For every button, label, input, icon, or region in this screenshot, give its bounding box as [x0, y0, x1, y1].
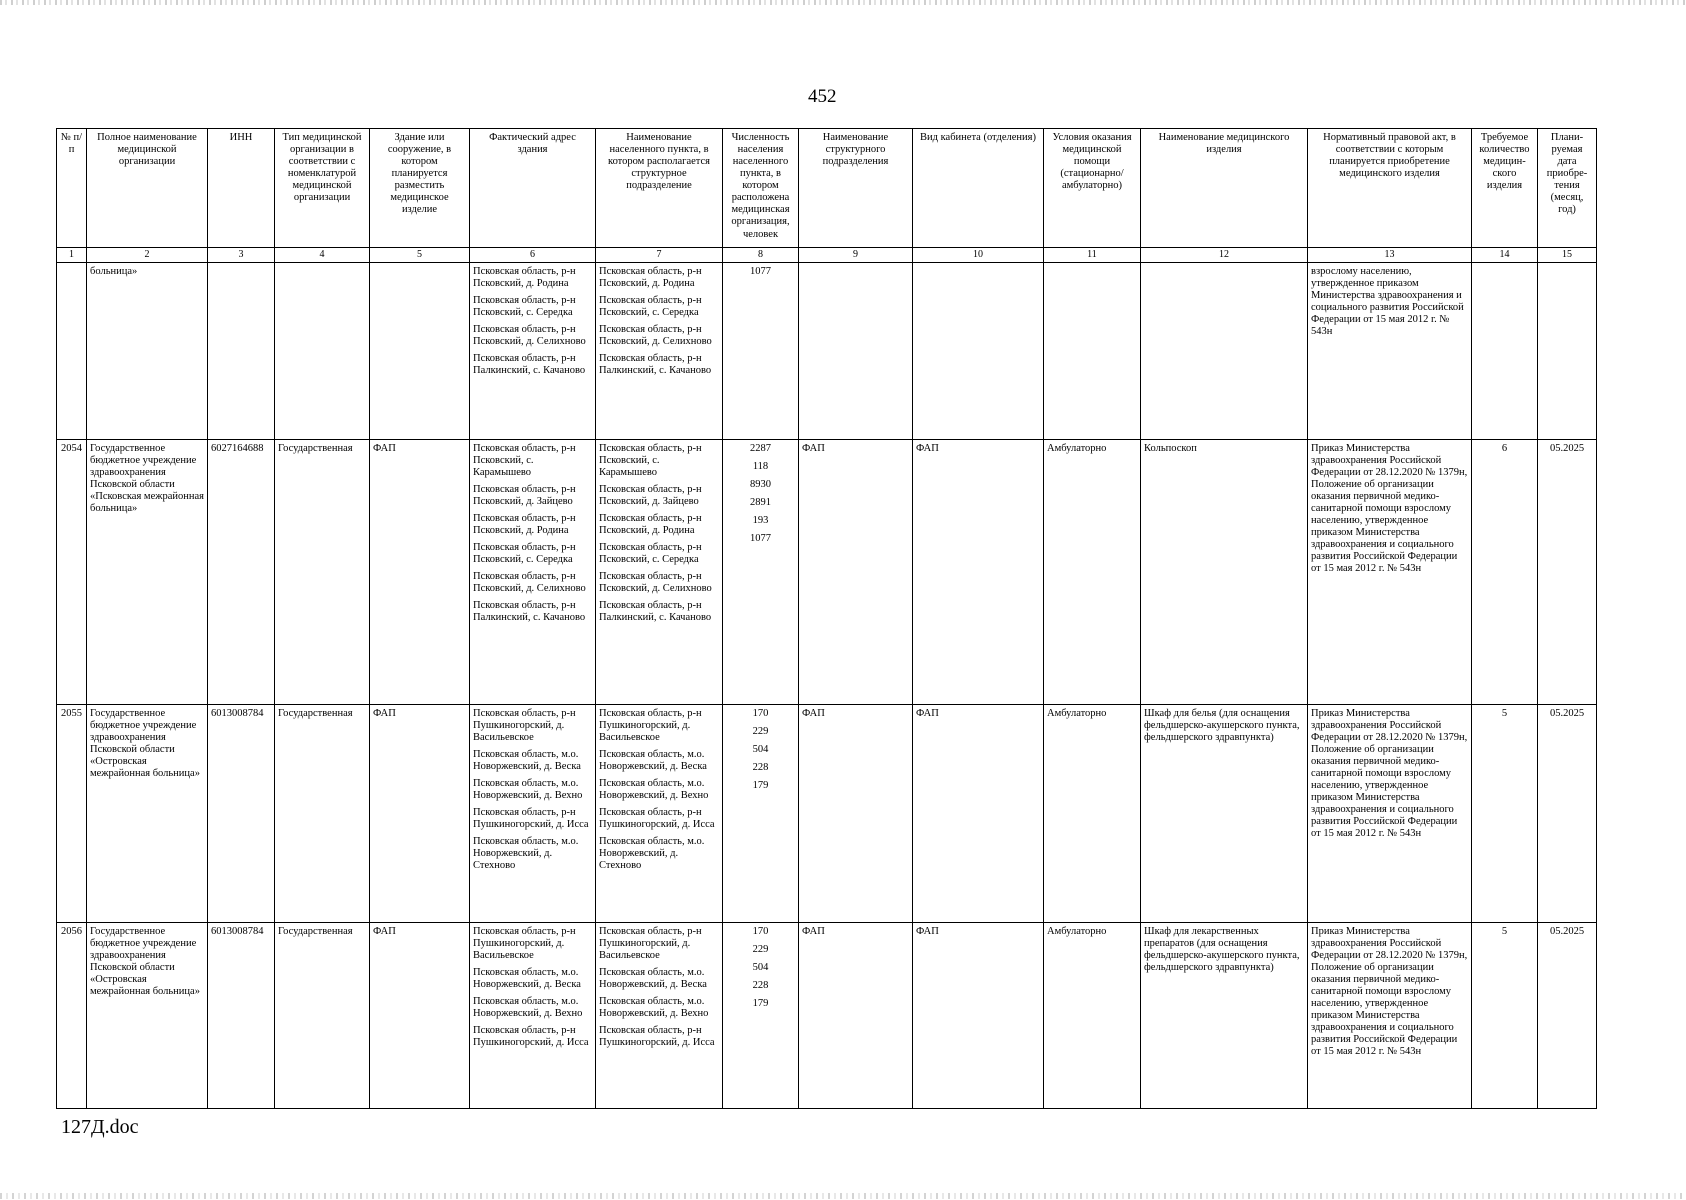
population-cell: [723, 704, 799, 922]
location-entry: Псковская область, р-н Пушкиногорский, д. Васильевское: [473, 707, 576, 743]
table-row: [57, 922, 1597, 1108]
column-number: 14: [1472, 248, 1538, 263]
location-entry: Псковская область, м.о. Новоржевский, д. Веска: [473, 966, 581, 990]
header-cell: Плани-руемая дата приобре-тения (месяц, год): [1538, 129, 1597, 248]
population-value: 193: [752, 514, 769, 526]
column-number: 1: [57, 248, 87, 263]
quantity-cell: 5: [1472, 704, 1538, 922]
population-value: 179: [752, 997, 769, 1009]
settlement-cell: [596, 922, 723, 1108]
structural-unit-cell: ФАП: [799, 922, 913, 1108]
organization-type-cell: Государственная: [275, 922, 370, 1108]
location-entry: Псковская область, р-н Псковский, д. Родина: [473, 512, 576, 536]
structural-unit-cell: [799, 262, 913, 439]
column-number: 7: [596, 248, 723, 263]
population-cell: [723, 262, 799, 439]
location-entry: Псковская область, р-н Псковский, д. Родина: [599, 265, 702, 289]
location-entry: Псковская область, р-н Псковский, д. Селихново: [473, 323, 586, 347]
location-entry: Псковская область, р-н Псковский, д. Родина: [473, 265, 576, 289]
population-value: 228: [752, 979, 769, 991]
location-entry: Псковская область, р-н Пушкиногорский, д. Васильевское: [599, 925, 702, 961]
care-conditions-cell: Амбулаторно: [1044, 704, 1141, 922]
population-cell: [723, 439, 799, 704]
location-entry: Псковская область, р-н Пушкиногорский, д. Исса: [473, 806, 589, 830]
location-entry: Псковская область, р-н Псковский, с. Карамышево: [599, 442, 702, 478]
column-number: 8: [723, 248, 799, 263]
population-value: 8930: [750, 478, 771, 490]
header-cell: ИНН: [208, 129, 275, 248]
population-value: 2891: [750, 496, 771, 508]
header-cell: Наименование медицинского изделия: [1141, 129, 1308, 248]
location-entry: Псковская область, р-н Пушкиногорский, д. Исса: [599, 806, 715, 830]
settlement-cell: [596, 262, 723, 439]
column-number: 2: [87, 248, 208, 263]
population-value: 504: [752, 743, 769, 755]
table-row: [57, 704, 1597, 922]
header-cell: Фактический адрес здания: [470, 129, 596, 248]
location-entry: Псковская область, р-н Пушкиногорский, д. Исса: [473, 1024, 589, 1048]
location-entry: Псковская область, р-н Палкинский, с. Качаново: [473, 352, 586, 376]
population-value: 504: [752, 961, 769, 973]
column-number: 5: [370, 248, 470, 263]
medical-device-cell: Шкаф для лекарственных препаратов (для оснащения фельдшерско-акушерского пункта, фельдшерского здравпункта): [1141, 922, 1308, 1108]
header-cell: Тип медицинской организации в соответствии с номенклатурой медицинской организации: [275, 129, 370, 248]
population-value: 229: [752, 943, 769, 955]
location-entry: Псковская область, р-н Пушкиногорский, д. Исса: [599, 1024, 715, 1048]
population-value: 118: [752, 460, 769, 472]
row-number-cell: 2054: [57, 439, 87, 704]
location-entry: Псковская область, м.о. Новоржевский, д. Вехно: [599, 995, 709, 1019]
care-conditions-cell: Амбулаторно: [1044, 922, 1141, 1108]
structural-unit-cell: ФАП: [799, 704, 913, 922]
location-entry: Псковская область, р-н Псковский, д. Селихново: [599, 323, 712, 347]
address-cell: [470, 439, 596, 704]
location-entry: Псковская область, р-н Псковский, д. Селихново: [473, 571, 586, 595]
header-cell: Нормативный правовой акт, в соответствии с которым планируется приобретение медицинского изделия: [1308, 129, 1472, 248]
organization-name-cell: Государственное бюджетное учреждение здравоохранения Псковской области «Островская межрайонная больница»: [87, 922, 208, 1108]
purchase-date-cell: [1538, 262, 1597, 439]
medical-device-cell: Шкаф для белья (для оснащения фельдшерско-акушерского пункта, фельдшерского здравпункта): [1141, 704, 1308, 922]
inn-cell: [208, 262, 275, 439]
legal-act-cell: взрослому населению, утвержденное приказом Министерства здравоохранения и социального развития Российской Федерации от 15 мая 2012 г. № 543н: [1308, 262, 1472, 439]
settlement-cell: [596, 704, 723, 922]
care-conditions-cell: [1044, 262, 1141, 439]
location-entry: Псковская область, р-н Псковский, д. Зайцево: [473, 483, 576, 507]
scan-edge-top: [0, 0, 1686, 5]
scan-edge-bottom: [0, 1193, 1686, 1199]
location-entry: Псковская область, р-н Псковский, с. Середка: [599, 294, 702, 318]
organization-name-cell: Государственное бюджетное учреждение здравоохранения Псковской области «Псковская межрайонная больница»: [87, 439, 208, 704]
building-cell: ФАП: [370, 704, 470, 922]
cabinet-type-cell: [913, 262, 1044, 439]
location-entry: Псковская область, м.о. Новоржевский, д. Стехново: [473, 836, 579, 872]
quantity-cell: 5: [1472, 922, 1538, 1108]
location-entry: Псковская область, р-н Псковский, д. Зайцево: [599, 483, 702, 507]
address-cell: [470, 262, 596, 439]
column-number: 3: [208, 248, 275, 263]
location-entry: Псковская область, р-н Пушкиногорский, д. Васильевское: [599, 707, 702, 743]
location-entry: Псковская область, м.о. Новоржевский, д. Вехно: [473, 995, 583, 1019]
inn-cell: 6013008784: [208, 704, 275, 922]
organization-type-cell: [275, 262, 370, 439]
location-entry: Псковская область, р-н Псковский, с. Карамышево: [473, 442, 576, 478]
population-value: 170: [752, 707, 769, 719]
location-entry: Псковская область, м.о. Новоржевский, д. Вехно: [473, 777, 583, 801]
header-cell: Здание или сооружение, в котором планируется разместить медицинское изделие: [370, 129, 470, 248]
purchase-date-cell: 05.2025: [1538, 439, 1597, 704]
header-cell: Полное наименование медицинской организации: [87, 129, 208, 248]
column-number: 4: [275, 248, 370, 263]
inn-cell: 6013008784: [208, 922, 275, 1108]
medical-device-cell: Кольпоскоп: [1141, 439, 1308, 704]
inn-cell: 6027164688: [208, 439, 275, 704]
row-number-cell: [57, 262, 87, 439]
location-entry: Псковская область, р-н Псковский, д. Селихново: [599, 571, 712, 595]
care-conditions-cell: Амбулаторно: [1044, 439, 1141, 704]
structural-unit-cell: ФАП: [799, 439, 913, 704]
organization-name-cell: больница»: [87, 262, 208, 439]
location-entry: Псковская область, р-н Пушкиногорский, д. Васильевское: [473, 925, 576, 961]
column-number: 11: [1044, 248, 1141, 263]
building-cell: ФАП: [370, 922, 470, 1108]
header-cell: Наименование населенного пункта, в котором располагается структурное подразделение: [596, 129, 723, 248]
column-number: 9: [799, 248, 913, 263]
settlement-cell: [596, 439, 723, 704]
address-cell: [470, 922, 596, 1108]
registry-table: [56, 128, 1597, 1109]
location-entry: Псковская область, м.о. Новоржевский, д. Вехно: [599, 777, 709, 801]
legal-act-cell: Приказ Министерства здравоохранения Российской Федерации от 28.12.2020 № 1379н, Положение об организации оказания первичной медико-санитарной помощи взрослому населению, утвержденное приказом Министерства здравоохранения и социального развития Российской Федерации от 15 мая 2012 г. № 543н: [1308, 704, 1472, 922]
population-value: 228: [752, 761, 769, 773]
table-row: [57, 439, 1597, 704]
organization-type-cell: Государственная: [275, 704, 370, 922]
location-entry: Псковская область, р-н Псковский, д. Родина: [599, 512, 702, 536]
purchase-date-cell: 05.2025: [1538, 704, 1597, 922]
location-entry: Псковская область, м.о. Новоржевский, д. Стехново: [599, 836, 705, 872]
location-entry: Псковская область, м.о. Новоржевский, д. Веска: [473, 748, 581, 772]
address-cell: [470, 704, 596, 922]
cabinet-type-cell: ФАП: [913, 922, 1044, 1108]
legal-act-cell: Приказ Министерства здравоохранения Российской Федерации от 28.12.2020 № 1379н, Положение об организации оказания первичной медико-санитарной помощи взрослому населению, утвержденное приказом Министерства здравоохранения и социального развития Российской Федерации от 15 мая 2012 г. № 543н: [1308, 922, 1472, 1108]
location-entry: Псковская область, р-н Псковский, с. Середка: [473, 294, 576, 318]
location-entry: Псковская область, м.о. Новоржевский, д. Веска: [599, 966, 707, 990]
location-entry: Псковская область, р-н Палкинский, с. Качаново: [473, 600, 586, 624]
purchase-date-cell: 05.2025: [1538, 922, 1597, 1108]
population-value: 229: [752, 725, 769, 737]
header-row: [57, 129, 1597, 248]
table-row: [57, 262, 1597, 439]
quantity-cell: 6: [1472, 439, 1538, 704]
organization-type-cell: Государственная: [275, 439, 370, 704]
header-cell: № п/п: [57, 129, 87, 248]
header-cell: Вид кабинета (отделения): [913, 129, 1044, 248]
location-entry: Псковская область, р-н Палкинский, с. Качаново: [599, 352, 712, 376]
column-number: 10: [913, 248, 1044, 263]
population-cell: [723, 922, 799, 1108]
header-cell: Требуемое количество медицин-ского изделия: [1472, 129, 1538, 248]
footer-filename: 127Д.doc: [61, 1116, 139, 1138]
column-number-row: [57, 248, 1597, 263]
population-value: 170: [752, 925, 769, 937]
column-number: 12: [1141, 248, 1308, 263]
location-entry: Псковская область, р-н Палкинский, с. Качаново: [599, 600, 712, 624]
header-cell: Наименование структурного подразделения: [799, 129, 913, 248]
population-value: 1077: [750, 265, 771, 277]
column-number: 13: [1308, 248, 1472, 263]
population-value: 1077: [750, 532, 771, 544]
legal-act-cell: Приказ Министерства здравоохранения Российской Федерации от 28.12.2020 № 1379н, Положение об организации оказания первичной медико-санитарной помощи взрослому населению, утвержденное приказом Министерства здравоохранения и социального развития Российской Федерации от 15 мая 2012 г. № 543н: [1308, 439, 1472, 704]
building-cell: ФАП: [370, 439, 470, 704]
medical-device-cell: [1141, 262, 1308, 439]
page-number: 452: [808, 86, 837, 107]
building-cell: [370, 262, 470, 439]
population-value: 2287: [750, 442, 771, 454]
header-cell: Численность населения населенного пункта, в котором расположена медицинская организация, человек: [723, 129, 799, 248]
cabinet-type-cell: ФАП: [913, 704, 1044, 922]
row-number-cell: 2055: [57, 704, 87, 922]
location-entry: Псковская область, м.о. Новоржевский, д. Веска: [599, 748, 707, 772]
column-number: 6: [470, 248, 596, 263]
location-entry: Псковская область, р-н Псковский, с. Середка: [599, 541, 702, 565]
column-number: 15: [1538, 248, 1597, 263]
organization-name-cell: Государственное бюджетное учреждение здравоохранения Псковской области «Островская межрайонная больница»: [87, 704, 208, 922]
cabinet-type-cell: ФАП: [913, 439, 1044, 704]
quantity-cell: [1472, 262, 1538, 439]
row-number-cell: 2056: [57, 922, 87, 1108]
header-cell: Условия оказания медицинской помощи (стационарно/ амбулаторно): [1044, 129, 1141, 248]
population-value: 179: [752, 779, 769, 791]
location-entry: Псковская область, р-н Псковский, с. Середка: [473, 541, 576, 565]
